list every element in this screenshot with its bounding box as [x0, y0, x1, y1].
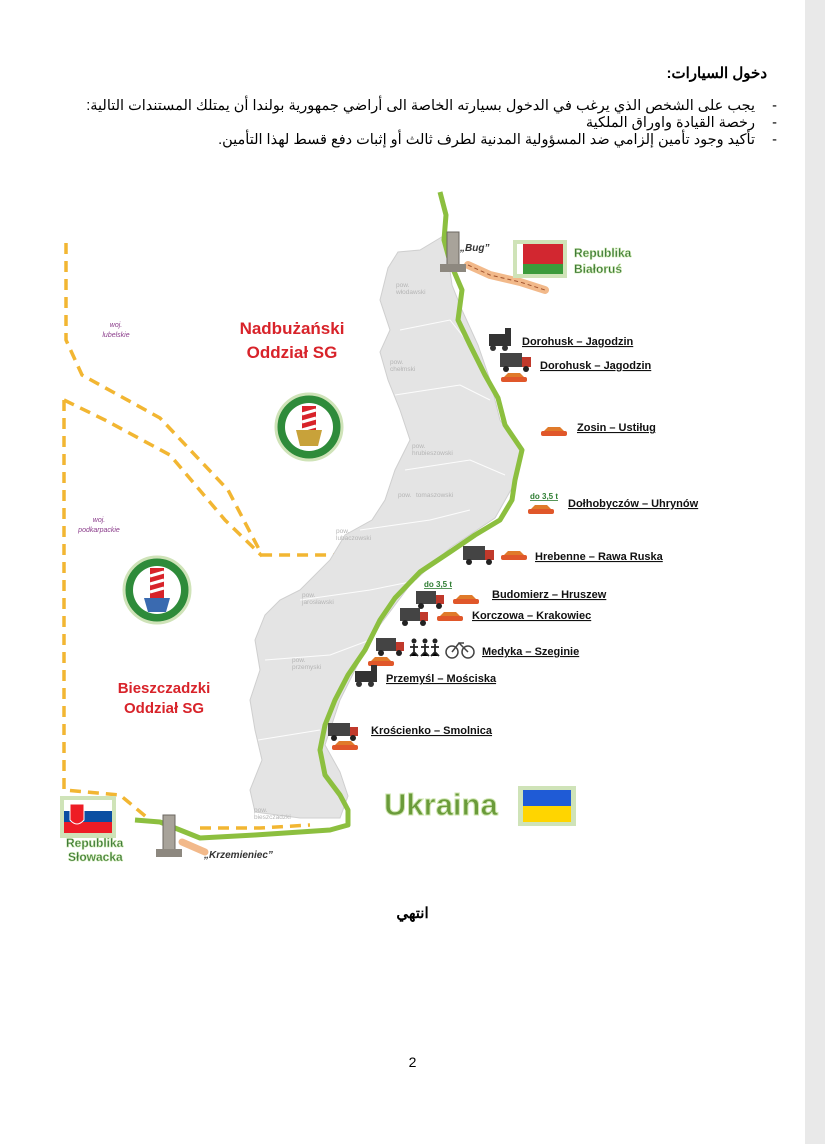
county-label: pow.	[390, 359, 404, 366]
region-north-line2: Oddział SG	[246, 343, 338, 362]
car-icon	[501, 551, 527, 560]
crossing-label: Dorohusk – Jagodzin	[522, 336, 634, 348]
voivodeship-label: lubelskie	[102, 332, 130, 339]
truck-icon	[500, 353, 531, 372]
river-label-bug: „Bug”	[460, 243, 490, 254]
county-label: chełmski	[390, 366, 416, 373]
train-icon	[489, 328, 511, 351]
car-icon	[437, 612, 463, 621]
crossing-label: Budomierz – Hruszew	[492, 589, 607, 601]
pedestrian-icon	[410, 639, 439, 657]
county-label: pow.	[302, 592, 316, 599]
belarus-label-line1: Republika	[574, 246, 632, 260]
car-icon	[453, 595, 479, 604]
car-icon	[541, 427, 567, 436]
voivodeship-label: woj.	[109, 322, 123, 329]
border-guard-emblem-south	[124, 557, 190, 623]
crossing-label: Zosin – Ustiług	[577, 422, 656, 434]
county-label: pow.	[398, 492, 412, 499]
car-icon	[501, 373, 527, 382]
county-label: bieszczadzki	[254, 814, 291, 821]
belarus-label-line2: Białoruś	[574, 262, 623, 276]
weight-note: do 3,5 t	[530, 492, 559, 501]
crossing-label: Korczowa – Krakowiec	[472, 610, 592, 622]
train-icon	[355, 665, 377, 687]
truck-icon	[400, 608, 428, 626]
county-label: pow.	[292, 657, 306, 664]
list-item: - رخصة القيادة واوراق الملكية	[585, 115, 777, 131]
county-label: hrubieszowski	[412, 450, 453, 457]
slovakia-label-line1: Republika	[66, 836, 124, 850]
county-label: jarosławski	[302, 599, 334, 606]
car-icon	[368, 657, 394, 666]
car-icon	[528, 505, 554, 514]
truck-icon	[328, 723, 358, 741]
region-south-line2: Oddział SG	[123, 700, 205, 717]
list-item: - يجب على الشخص الذي يرغب في الدخول بسيارته الخاصة الى أراضي جمهورية بولندا أن يمتلك المستندات التالية:	[86, 98, 777, 114]
river-label-krzemieniec: „Krzemieniec”	[204, 850, 273, 861]
car-icon	[332, 741, 358, 750]
slovakia-flag-icon	[60, 796, 116, 838]
county-label: przemyski	[292, 664, 322, 671]
voivodeship-label: podkarpackie	[78, 527, 120, 534]
county-label: włodawski	[396, 289, 426, 296]
ukraine-flag-icon	[518, 786, 576, 826]
voivodeship-label: woj.	[92, 517, 106, 524]
crossing-label: Hrebenne – Rawa Ruska	[535, 551, 663, 563]
belarus-flag-icon	[513, 240, 567, 278]
list-item: - تأكيد وجود تأمين إلزامي ضد المسؤولية المدنية لطرف ثالث أو إثبات دفع قسط لهذا التأمين.	[218, 132, 777, 148]
border-guard-emblem-north	[276, 394, 342, 460]
region-south-line1: Bieszczadzki	[117, 680, 211, 697]
crossing-label: Medyka – Szeginie	[482, 646, 580, 658]
end-text: انتهي	[396, 905, 429, 922]
krzemieniec-river	[182, 842, 205, 852]
truck-icon	[416, 591, 444, 609]
county-label: pow.	[412, 443, 426, 450]
bicycle-icon	[446, 643, 474, 658]
page-number: 2	[408, 1054, 417, 1070]
region-north-line1: Nadbużański	[239, 319, 345, 338]
county-label: tomaszowski	[416, 492, 454, 499]
county-label: pow.	[336, 528, 350, 535]
truck-icon	[463, 546, 494, 565]
crossing-label: Dorohusk – Jagodzin	[540, 360, 652, 372]
weight-note: do 3,5 t	[424, 580, 453, 589]
county-label: pow.	[396, 282, 410, 289]
slovakia-label-line2: Słowacka	[68, 850, 123, 864]
section-heading: دخول السيارات:	[666, 65, 767, 82]
county-label: pow.	[254, 807, 268, 814]
county-label: lubaczowski	[336, 535, 372, 542]
ukraine-label: Ukraina	[384, 787, 498, 822]
crossing-label: Krościenko – Smolnica	[371, 725, 493, 737]
truck-icon	[376, 638, 404, 656]
crossing-label: Dołhobyczów – Uhrynów	[568, 498, 699, 510]
crossing-label: Przemyśl – Mościska	[386, 673, 497, 685]
